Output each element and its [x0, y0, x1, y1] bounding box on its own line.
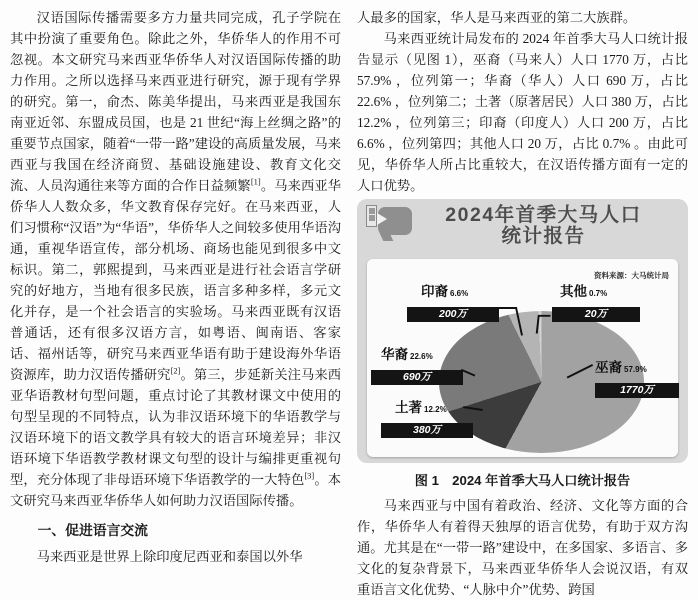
- pie-label-percent: 12.2%: [424, 405, 447, 414]
- pie-label-chinese: [371, 344, 463, 385]
- right-column: [357, 7, 688, 600]
- media-logo: [364, 205, 416, 251]
- paragraph-text: 汉语国际传播需要多方力量共同完成，孔子学院在其中扮演了重要角色。除此之外，华侨华人的作用不可忽视。本文研究马来西亚华侨华人对汉语国际传播的助力作用。之所以选择马来西亚进行研究，源于现有学界的研究。第一，俞杰、陈美华提出，马来西亚是我国东南亚近邻、东盟成员国，也是 21 世纪“海上丝绸之路”的重要节点国家，随着“一带一路”建设的高质量发展，马来西亚与我国在经济商贸、基础设施建设、教育文化交流、人员沟通往来等方面的合作日益频繁: [10, 10, 341, 193]
- pie-label-name: 土著: [395, 400, 422, 415]
- pie-label-indian: [407, 281, 499, 322]
- play-icon: [377, 213, 387, 225]
- paragraph-text: 。本文研究马来西亚华侨华人如何助力汉语国际传播。: [10, 472, 342, 508]
- intro-paragraph: [10, 7, 341, 511]
- pie-label-name: 印裔: [421, 284, 448, 299]
- infographic-title-line1: 2024年首季大马人口: [445, 204, 642, 226]
- cooperation-paragraph: 马来西亚与中国有着政治、经济、文化等方面的合作，华侨华人有着得天独厚的语言优势，有助于双方沟通。尤其是在“一带一路”建设中，在多国家、多语言、多文化的复杂背景下，马来西亚华侨华人会说汉语，有双重语言文化优势、“人脉中介”优势、跨国: [357, 498, 688, 597]
- pie-label-name: 其他: [560, 284, 587, 299]
- pie-label-percent: 0.7%: [589, 289, 608, 298]
- pie-label-malay: [595, 357, 679, 398]
- section-heading-1: 一、促进语言交流: [37, 523, 148, 538]
- citation-ref-1: [1]: [250, 176, 261, 187]
- pie-label-percent: 22.6%: [410, 352, 433, 361]
- publisher-stamp-icon: [366, 205, 377, 227]
- infographic-title-line2: 统计报告: [501, 225, 586, 247]
- figure-1-caption: 图 1 2024 年首季大马人口统计报告: [414, 473, 631, 488]
- pie-label-value: 20万: [552, 307, 640, 322]
- continued-paragraph: 人最多的国家，华人是马来西亚的第二大族群。: [357, 10, 637, 25]
- section-1-paragraph-start: 马来西亚是世界上除印度尼西亚和泰国以外华: [36, 549, 303, 564]
- pie-label-value: 690万: [371, 370, 463, 385]
- paragraph-text: 。第三，步延新关注马来西亚华语教材句型问题，重点讨论了其教材课文中使用的句型呈现的不同特点，认为非汉语环境下的华语教学与汉语环境下的语文教学具有较大的语言环境差异；非汉语环境下华语教学教材课文句型的设计与编排更重视句型，充分体现了非母语环境下华语教学的一大特色: [10, 367, 342, 487]
- pie-label-percent: 57.9%: [624, 365, 647, 374]
- pie-label-percent: 6.6%: [450, 289, 469, 298]
- pie-chart-card: [367, 259, 678, 457]
- pie-label-others: [552, 281, 640, 322]
- pie-label-value: 1770万: [595, 383, 679, 398]
- pie-label-name: 巫裔: [595, 360, 622, 375]
- citation-ref-3: [3]: [304, 470, 315, 481]
- left-column: [10, 7, 341, 600]
- data-source-note: 资料来源：大马统计局: [594, 271, 669, 280]
- citation-ref-2: [2]: [170, 365, 181, 376]
- infographic-title: [416, 205, 681, 247]
- pie-label-value: 200万: [407, 307, 499, 322]
- pie-label-value: 380万: [381, 423, 473, 438]
- statistics-paragraph: 马来西亚统计局发布的 2024 年首季大马人口统计报告显示（见图 1），巫裔（马来人）人口 1770 万，占比 57.9% ，位列第一；华裔（华人）人口 690 万，占比 22.6% ，位列第二；土著（原著居民）人口 380 万，占比 12.2% ，位列第三；印裔（印度人）人口 200 万，占比 6.6% ，位列第四；其他人口 20 万，占比 0.7% 。由此可见，华侨华人所占比重较大，在汉语传播方面有一定的人口优势。: [357, 31, 688, 193]
- pie-label-bumiputera: [381, 397, 473, 438]
- figure-1-infographic: [357, 199, 688, 463]
- paragraph-text: 。马来西亚华侨华人人数众多，华文教育保存完好。在马来西亚，人们习惯称“汉语”为“华语”，华侨华人之间较多使用华语沟通，重视华语宣传，部分机场、商场也能见到很多中文标识。第二，郭熙提到，马来西亚是进行社会语言学研究的好地方，当地有很多民族，语言多种多样，多元文化并存，是一个社会语言的实验场。马来西亚既有汉语普通话，还有很多汉语方言，如粤语、闽南语、客家话、福州话等，研究马来西亚华语有助于建设海外华语资源库，助力汉语传播研究: [10, 178, 342, 382]
- infographic-header: [364, 205, 681, 257]
- pie-label-name: 华裔: [381, 347, 408, 362]
